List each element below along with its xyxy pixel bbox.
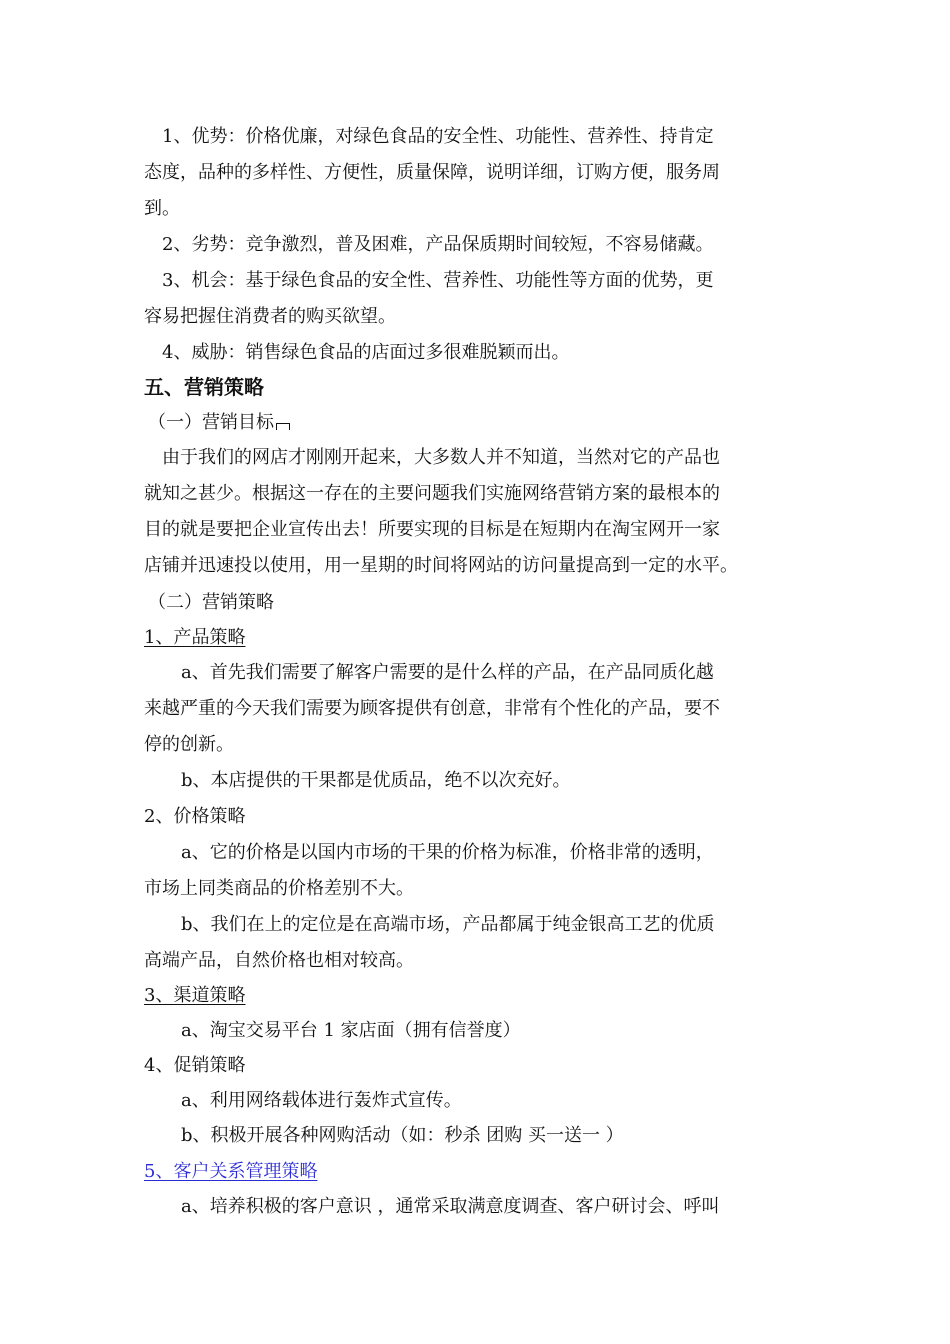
- strategy-heading: （二）营销策略: [148, 592, 274, 613]
- edit-mark-icon: [276, 423, 290, 430]
- swot-weakness: 2、劣势：竞争激烈，普及困难，产品保质期时间较短，不容易储藏。: [162, 234, 714, 255]
- product-b: b、本店提供的干果都是优质品，绝不以次充好。: [181, 770, 571, 791]
- channel-strategy-title: [144, 985, 774, 1007]
- crm-a: a、培养积极的客户意识 ，通常采取满意度调查、客户研讨会、呼叫: [181, 1196, 720, 1217]
- channel-strategy-title-text: 3、渠道策略: [144, 985, 246, 1006]
- promotion-strategy-title: 4、促销策略: [144, 1055, 246, 1076]
- swot-opportunity-line-2: 容易把握住消费者的购买欲望。: [144, 306, 396, 327]
- swot-opportunity-line-1: 3、机会：基于绿色食品的安全性、营养性、功能性等方面的优势，更: [162, 270, 714, 291]
- channel-a: a、淘宝交易平台 1 家店面（拥有信誉度）: [181, 1020, 521, 1041]
- promotion-a: a、利用网络载体进行轰炸式宣传。: [181, 1090, 462, 1111]
- product-a-line-3: 停的创新。: [144, 734, 234, 755]
- section-heading-marketing-strategy: 五、营销策略: [144, 375, 264, 399]
- goal-heading-text: （一）营销目标: [148, 412, 274, 433]
- swot-advantage-line-2: 态度，品种的多样性、方便性，质量保障，说明详细，订购方便，服务周: [144, 162, 720, 183]
- goal-line-4: 店铺并迅速投以使用，用一星期的时间将网站的访问量提高到一定的水平。: [144, 555, 738, 576]
- product-strategy-title: [144, 627, 774, 649]
- crm-strategy-title[interactable]: [144, 1161, 774, 1183]
- swot-advantage-line-3: 到。: [144, 198, 180, 219]
- goal-line-3: 目的就是要把企业宣传出去！所要实现的目标是在短期内在淘宝网开一家: [144, 519, 720, 540]
- product-strategy-title-text: 1、产品策略: [144, 627, 246, 648]
- swot-advantage-line-1: 1、优势：价格优廉，对绿色食品的安全性、功能性、营养性、持肯定: [162, 126, 714, 147]
- promotion-b: b、积极开展各种网购活动（如：秒杀 团购 买一送一 ）: [181, 1125, 624, 1146]
- price-a-line-2: 市场上同类商品的价格差别不大。: [144, 878, 414, 899]
- price-b-line-2: 高端产品，自然价格也相对较高。: [144, 950, 414, 971]
- price-b-line-1: b、我们在上的定位是在高端市场，产品都属于纯金银高工艺的优质: [181, 914, 715, 935]
- product-a-line-2: 来越严重的今天我们需要为顾客提供有创意，非常有个性化的产品，要不: [144, 698, 720, 719]
- crm-strategy-link[interactable]: 5、客户关系管理策略: [144, 1161, 318, 1182]
- product-a-line-1: a、首先我们需要了解客户需要的是什么样的产品，在产品同质化越: [181, 662, 714, 683]
- goal-line-1: 由于我们的网店才刚刚开起来，大多数人并不知道，当然对它的产品也: [162, 447, 720, 468]
- goal-line-2: 就知之甚少。根据这一存在的主要问题我们实施网络营销方案的最根本的: [144, 483, 720, 504]
- price-a-line-1: a、它的价格是以国内市场的干果的价格为标准，价格非常的透明，: [181, 842, 714, 863]
- price-strategy-title: 2、价格策略: [144, 806, 246, 827]
- swot-threat: 4、威胁：销售绿色食品的店面过多很难脱颖而出。: [162, 342, 570, 363]
- goal-heading: [148, 412, 778, 434]
